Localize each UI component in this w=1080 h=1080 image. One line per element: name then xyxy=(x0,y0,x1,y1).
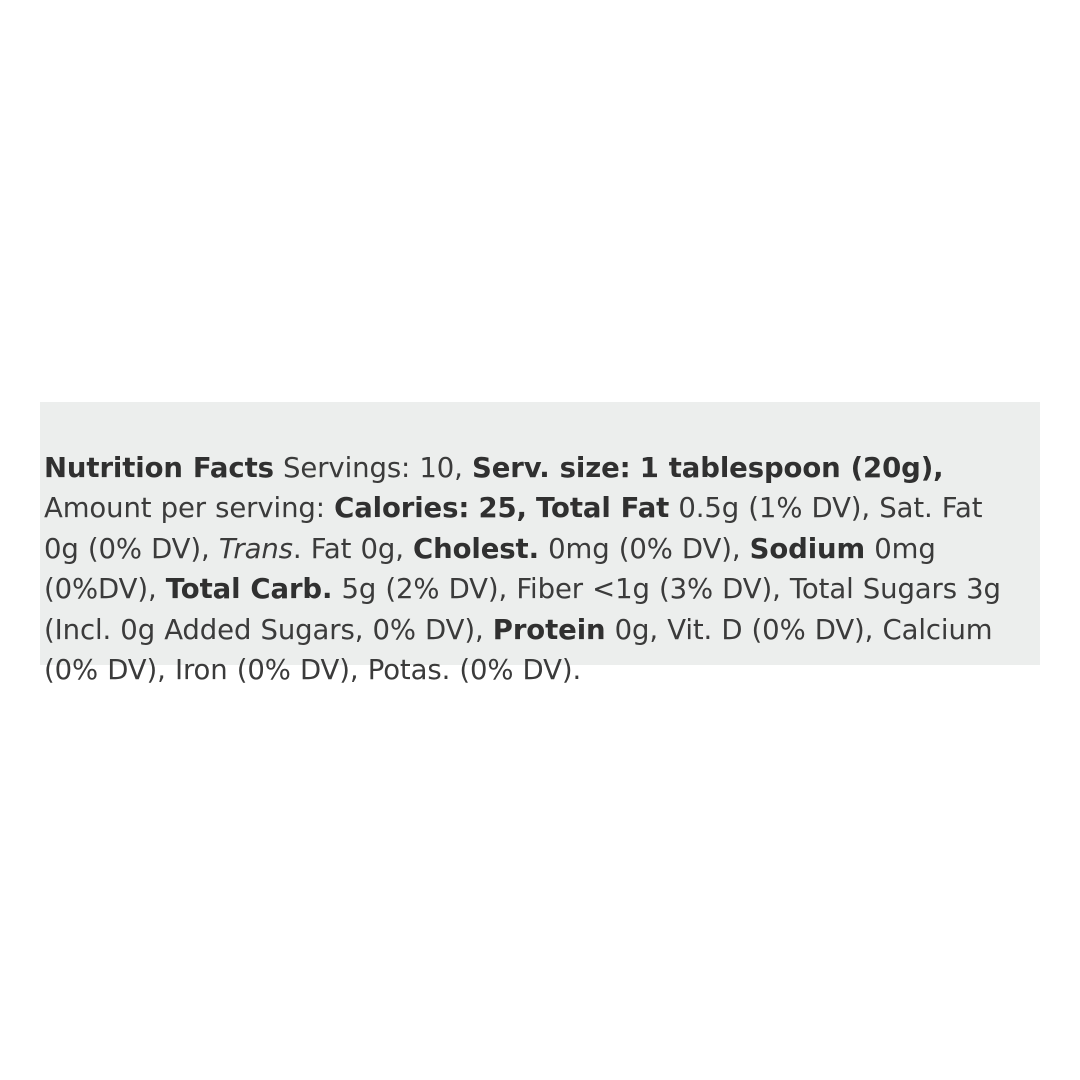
total-sugars-value: 3g (Incl. 0g Added Sugars, 0% DV), xyxy=(44,573,1001,646)
fiber-label: Fiber xyxy=(516,573,583,605)
iron-value: Iron (0% DV), xyxy=(174,654,359,686)
trans-fat-label: Trans. Fat xyxy=(218,532,352,565)
nutrition-facts-text-block xyxy=(44,420,1014,718)
protein-value: 0g, xyxy=(614,613,659,646)
protein-label: Protein xyxy=(492,613,606,646)
total-sugars-label: Total Sugars xyxy=(789,573,957,605)
total-carb-value: 5g (2% DV), xyxy=(341,573,508,605)
nutrition-facts-paragraph xyxy=(44,448,1014,691)
sodium-value: 0mg (0%DV), xyxy=(44,532,936,605)
calories-label: Calories: xyxy=(334,492,470,524)
serving-size-label: Serv. size: xyxy=(471,451,631,484)
total-carb-label: Total Carb. xyxy=(165,573,333,605)
sat-fat-label: Sat. Fat xyxy=(879,492,983,524)
cholesterol-label: Cholest. xyxy=(413,532,539,565)
nutrition-facts-heading: Nutrition Facts xyxy=(44,451,274,484)
sodium-label: Sodium xyxy=(749,532,866,565)
sat-fat-value: 0g (0% DV), xyxy=(44,532,210,565)
servings-label: Servings: xyxy=(283,451,411,484)
nutrition-facts-panel xyxy=(40,402,1040,686)
fiber-value: <1g (3% DV), xyxy=(592,573,781,605)
calcium-value: Calcium (0% DV), xyxy=(44,613,993,686)
servings-value: 10, xyxy=(419,451,463,484)
potassium-value: Potas. (0% DV). xyxy=(367,654,582,686)
serving-size-value: 1 tablespoon (20g), xyxy=(639,451,944,484)
cholesterol-value: 0mg (0% DV), xyxy=(548,532,741,565)
total-fat-value: 0.5g (1% DV), xyxy=(678,492,871,524)
calories-value: 25, xyxy=(478,492,527,524)
amount-per-serving-label: Amount per serving: xyxy=(44,492,325,524)
total-fat-label: Total Fat xyxy=(536,492,670,524)
trans-fat-value: 0g, xyxy=(360,532,404,565)
vitamin-d-value: Vit. D (0% DV), xyxy=(667,613,874,646)
